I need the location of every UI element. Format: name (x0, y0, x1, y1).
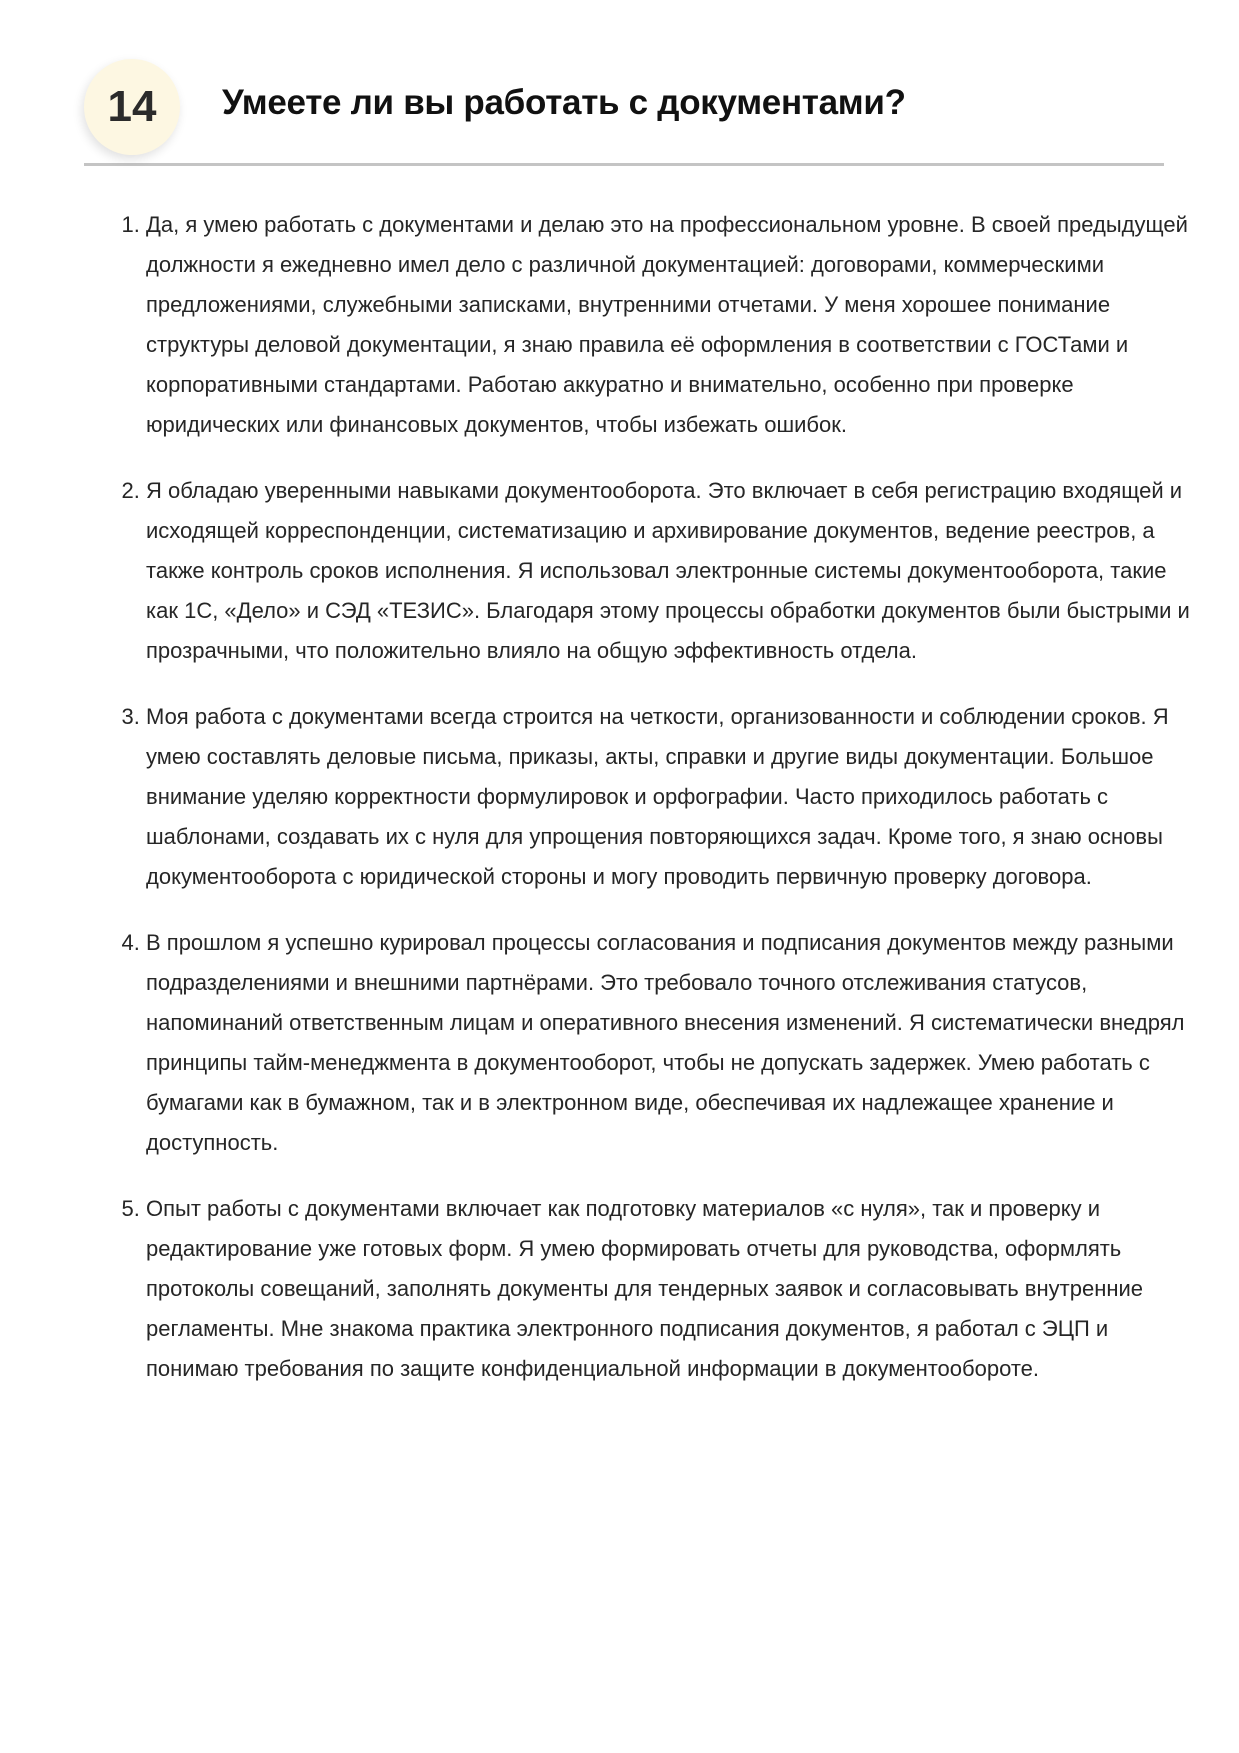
question-number-badge: 14 (84, 59, 180, 155)
answer-item: 2. Я обладаю уверенными навыками документооборота. Это включает в себя регистрацию входящей и исходящей корреспонденции, систематизацию и архивирование документов, ведение реестров, а также контроль сроков исполнения. Я использовал электронные системы документооборота, такие как 1С, «Дело» и СЭД «ТЕЗИС». Благодаря этому процессы обработки документов были быстрыми и прозрачными, что положительно влияло на общую эффективность отдела. (146, 471, 1196, 671)
question-title: Умеете ли вы работать с документами? (222, 83, 906, 122)
answer-item: 1. Да, я умею работать с документами и делаю это на профессиональном уровне. В своей предыдущей должности я ежедневно имел дело с различной документацией: договорами, коммерческими предложениями, служебными записками, внутренними отчетами. У меня хорошее понимание структуры деловой документации, я знаю правила её оформления в соответствии с ГОСТами и корпоративными стандартами. Работаю аккуратно и внимательно, особенно при проверке юридических или финансовых документов, чтобы избежать ошибок. (146, 205, 1196, 445)
answer-item: 4. В прошлом я успешно курировал процессы согласования и подписания документов между разными подразделениями и внешними партнёрами. Это требовало точного отслеживания статусов, напоминаний ответственным лицам и оперативного внесения изменений. Я систематически внедрял принципы тайм-менеджмента в документооборот, чтобы не допускать задержек. Умею работать с бумагами как в бумажном, так и в электронном виде, обеспечивая их надлежащее хранение и доступность. (146, 923, 1196, 1163)
answer-item: 3. Моя работа с документами всегда строится на четкости, организованности и соблюдении сроков. Я умею составлять деловые письма, приказы, акты, справки и другие виды документации. Большое внимание уделяю корректности формулировок и орфографии. Часто приходилось работать с шаблонами, создавать их с нуля для упрощения повторяющихся задач. Кроме того, я знаю основы документооборота с юридической стороны и могу проводить первичную проверку договора. (146, 697, 1196, 897)
answer-item: 5. Опыт работы с документами включает как подготовку материалов «с нуля», так и проверку и редактирование уже готовых форм. Я умею формировать отчеты для руководства, оформлять протоколы совещаний, заполнять документы для тендерных заявок и согласовывать внутренние регламенты. Мне знакома практика электронного подписания документов, я работал с ЭЦП и понимаю требования по защите конфиденциальной информации в документообороте. (146, 1189, 1196, 1389)
answer-list (120, 205, 1196, 1415)
question-header (84, 55, 1164, 166)
